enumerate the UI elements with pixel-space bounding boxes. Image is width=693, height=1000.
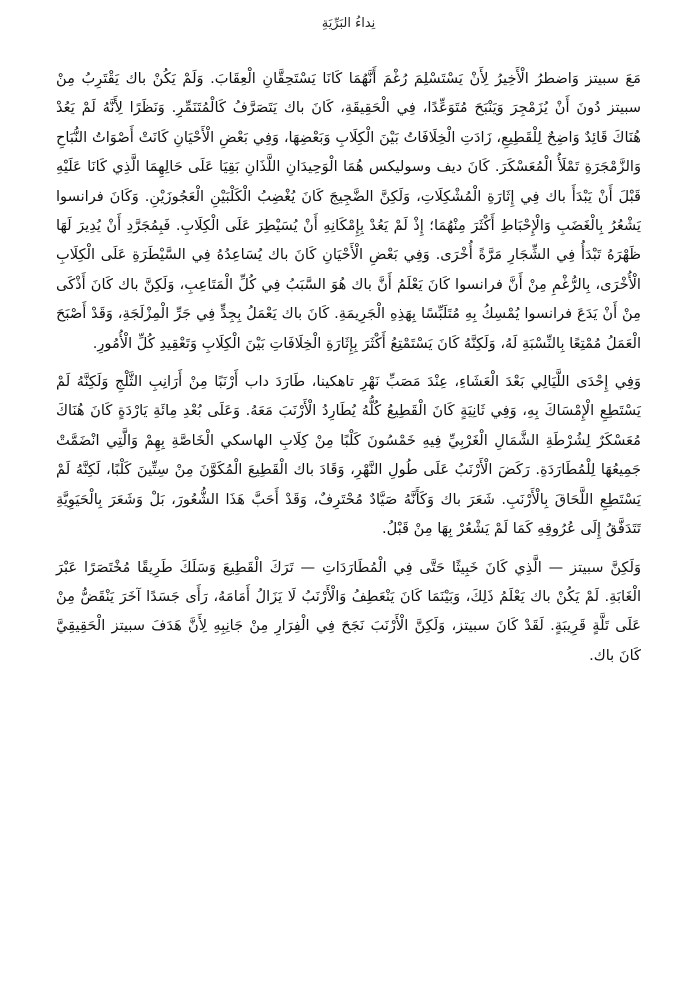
paragraph-1: مَعَ سبيتز وَاضطرُ الْأَخِيرُ لِأَنْ يَسْتَسْلِمَ رُغْمَ أَنَّهُمَا كَانَا يَسْتَحِقَّانِ الْعِقَابَ. وَلَمْ يَكُنْ باك يَقْتَرِبُ مِنْ سبيتز دُونَ أَنْ يُزَمْجِرَ وَيَنْبَحَ مُتَوَعِّدًا، فِي الْحَقِيقَةِ، كَانَ باك يَتَصَرَّفُ كَالْمُتَنَمِّرِ. وَنَظَرًا لِأَنَّهُ لَمْ يَعُدْ هُنَاكَ قَائِدٌ وَاضِحٌ لِلْقَطِيعِ، زَادَتِ الْخِلَافَاتُ بَيْنَ الْكِلَابِ وَبَعْضِهَا، وَفِي بَعْضِ الْأَحْيَانِ كَانَتْ أَصْوَاتُ النُّبَاحِ وَالزَّمْجَرَةِ تَمْلَأُ الْمُعَسْكَرَ. كَانَ ديف وسوليكس هُمَا الْوَحِيدَانِ اللَّذَانِ بَقِيَا عَلَى حَالِهِمَا الَّذِي كَانَا عَلَيْهِ قَبْلَ أَنْ يَبْدَأَ باك فِي إِثَارَةِ الْمُشْكِلَاتِ، وَلَكِنَّ الضَّجِيجَ كَانَ يُغْضِبُ الْكَلْبَيْنِ الْعَجُوزَيْنِ. وَكَانَ فرانسوا يَشْعُرُ بِالْغَضَبِ وَالْإِحْبَاطِ أَكْثَرَ مِنْهُمَا؛ إِذْ لَمْ يَعُدْ بِإِمْكَانِهِ أَنْ يُسَيْطِرَ عَلَى الْكِلَابِ. فَبِمُجَرَّدِ أَنْ يُدِيرَ لَهَا ظَهْرَهُ تَبْدَأُ فِي الشِّجَارِ مَرَّةً أُخْرَى. وَفِي بَعْضِ الْأَحْيَانِ كَانَ باك يُسَاعِدُهُ فِي السَّيْطَرَةِ عَلَى الْكِلَابِ الْأُخْرَى، بِالرُّغْمِ مِنْ أَنَّ فرانسوا كَانَ يَعْلَمُ أَنَّ باك هُوَ السَّبَبُ فِي كُلِّ الْمَتَاعِبِ، وَلَكِنَّ باك كَانَ أَذْكَى مِنْ أَنْ يَدَعَ فرانسوا يُمْسِكُ بِهِ مُتَلَبِّسًا بِهَذِهِ الْجَرِيمَةِ. كَانَ باك يَعْمَلُ بِجِدٍّ فِي جَرِّ الْمِزْلَجَةِ، وَقَدْ أَصْبَحَ الْعَمَلُ مُمْتِعًا بِالنِّسْبَةِ لَهُ، وَلَكِنَّهُ كَانَ يَسْتَمْتِعُ أَكْثَرَ بِإِثَارَةِ الْخِلَافَاتِ بَيْنَ الْكِلَابِ وَتَعْقِيدِ كُلِّ الْأُمُورِ. [56, 70, 641, 352]
paragraph-2: وَفِي إِحْدَى اللَّيَالِي بَعْدَ الْعَشَاءِ، عِنْدَ مَصَبِّ نَهْرِ تاهكينا، طَارَدَ داب أَرْنَبًا مِنْ أَرَانِبِ الثَّلْجِ وَلَكِنَّهُ لَمْ يَسْتَطِعِ الْإِمْسَاكَ بِهِ، وَفِي ثَانِيَةٍ كَانَ الْقَطِيعُ كُلُّهُ يُطَارِدُ الْأَرْنَبَ مَعَهُ. وَعَلَى بُعْدِ مِائَةِ يَارْدَةٍ كَانَ هُنَاكَ مُعَسْكَرٌ لِشُرْطَةِ الشَّمَالِ الْغَرْبِيِّ فِيهِ خَمْسُونَ كَلْبًا مِنْ كِلَابِ الهاسكي الْخَاصَّةِ بِهِمْ وَالَّتِي انْضَمَّتْ جَمِيعُهَا لِلْمُطَارَدَةِ. رَكَضَ الْأَرْنَبُ عَلَى طُولِ النَّهْرِ، وَقَادَ باك الْقَطِيعَ الْمُكَوَّنَ مِنْ سِتِّينَ كَلْبًا، لَكِنَّهُ لَمْ يَسْتَطِعِ اللَّحَاقَ بِالْأَرْنَبِ. شَعَرَ باك وَكَأَنَّهُ صَيَّادٌ مُحْتَرِفٌ، وَقَدْ أَحَبَّ هَذَا الشُّعُورَ، بَلْ وَشَعَرَ بِالْحَيَوِيَّةِ تَتَدَفَّقُ إِلَى عُرُوقِهِ كَمَا لَمْ يَشْعُرْ بِهَا مِنْ قَبْلُ. [56, 373, 641, 538]
paragraph-3: وَلَكِنَّ سبيتز — الَّذِي كَانَ خَبِيثًا حَتَّى فِي الْمُطَارَدَاتِ — تَرَكَ الْقَطِيعَ وَسَلَكَ طَرِيقًا مُخْتَصَرًا عَبْرَ الْغَابَةِ. لَمْ يَكُنْ باك يَعْلَمُ ذَلِكَ، وَبَيْنَمَا كَانَ يَنْعَطِفُ وَالْأَرْنَبُ لَا يَزَالُ أَمَامَهُ، رَأَى جَسَدًا آخَرَ يَنْقَضُّ مِنْ عَلَى تَلَّةٍ قَرِيبَةٍ. لَقَدْ كَانَ سبيتز، وَلَكِنَّ الْأَرْنَبَ نَجَحَ فِي الْفِرَارِ مِنْ جَانِبِهِ لِأَنَّ هَدَفَ سبيتز الْحَقِيقِيَّ كَانَ باك. [56, 558, 641, 664]
page-body [56, 64, 641, 670]
running-header: نِداءُ البَرِّيَةِ [321, 16, 376, 31]
